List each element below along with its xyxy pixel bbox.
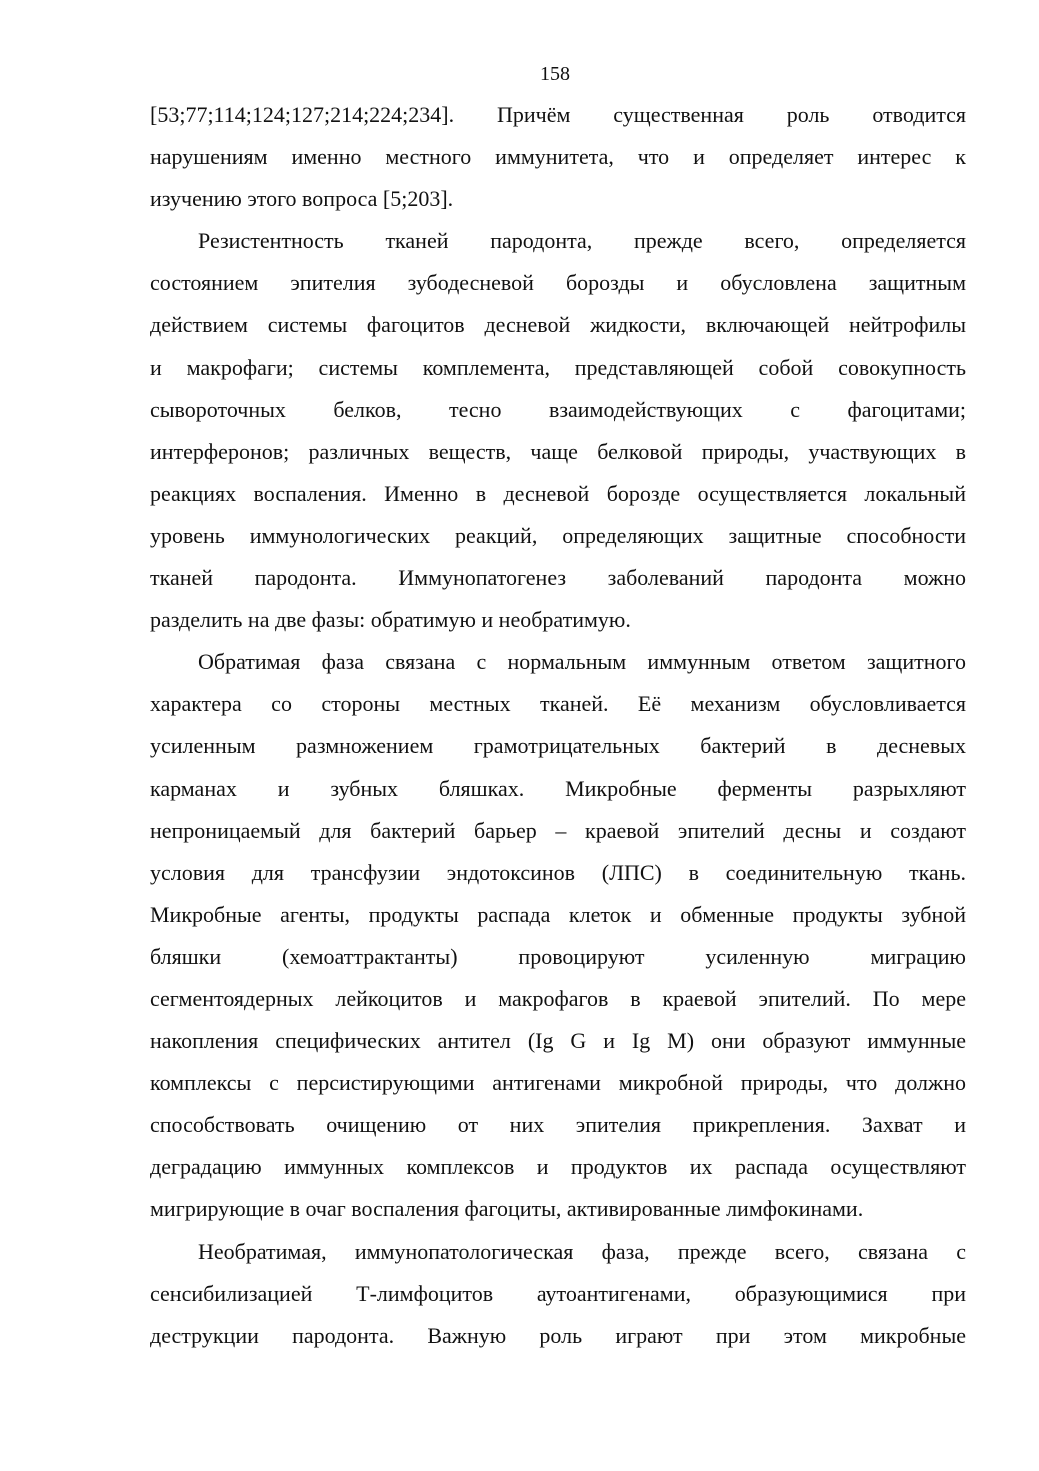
text-line: усиленным размножением грамотрицательных бактерий в десневых [150, 733, 966, 759]
text-line: сенсибилизацией Т-лимфоцитов аутоантигенами, образующимися при [150, 1280, 966, 1306]
text-line: Микробные агенты, продукты распада клеток и обменные продукты зубной [150, 901, 966, 927]
text-line: характера со стороны местных тканей. Её механизм обусловливается [150, 691, 966, 717]
text-line: Необратимая, иммунопатологическая фаза, прежде всего, связана с [198, 1238, 966, 1264]
text-line: непроницаемый для бактерий барьер – краевой эпителий десны и создают [150, 817, 966, 843]
text-line: действием системы фагоцитов десневой жидкости, включающей нейтрофилы [150, 312, 966, 338]
paragraph-3 [150, 641, 966, 1230]
text-line: деградацию иммунных комплексов и продуктов их распада осуществляют [150, 1154, 966, 1180]
paragraph-1 [150, 94, 966, 220]
text-line: деструкции пародонта. Важную роль играют при этом микробные [150, 1322, 966, 1348]
paragraph-4 [150, 1231, 966, 1357]
text-line: и макрофаги; системы комплемента, представляющей собой совокупность [150, 354, 966, 380]
text-line: условия для трансфузии эндотоксинов (ЛПС) в соединительную ткань. [150, 859, 966, 885]
text-line: уровень иммунологических реакций, определяющих защитные способности [150, 522, 966, 548]
text-line: карманах и зубных бляшках. Микробные ферменты разрыхляют [150, 775, 966, 801]
text-line: бляшки (хемоаттрактанты) провоцируют усиленную миграцию [150, 943, 966, 969]
text-line: комплексы с персистирующими антигенами микробной природы, что должно [150, 1070, 966, 1096]
text-line: нарушениям именно местного иммунитета, что и определяет интерес к [150, 144, 966, 170]
text-line: изучению этого вопроса [5;203]. [150, 186, 454, 212]
text-line: состоянием эпителия зубодесневой борозды и обусловлена защитным [150, 270, 966, 296]
text-line: Обратимая фаза связана с нормальным иммунным ответом защитного [198, 649, 966, 675]
text-line: сегментоядерных лейкоцитов и макрофагов в краевой эпителий. По мере [150, 985, 966, 1011]
text-line: [53;77;114;124;127;214;224;234]. Причём существенная роль отводится [150, 102, 966, 127]
document-body [150, 94, 966, 1357]
text-line: способствовать очищению от них эпителия прикрепления. Захват и [150, 1112, 966, 1138]
text-line: реакциях воспаления. Именно в десневой борозде осуществляется локальный [150, 480, 966, 506]
text-line: накопления специфических антител (Ig G и Ig M) они образуют иммунные [150, 1028, 966, 1054]
text-line: разделить на две фазы: обратимую и необратимую. [150, 607, 631, 633]
text-line: мигрирующие в очаг воспаления фагоциты, активированные лимфокинами. [150, 1196, 864, 1222]
text-line: интерферонов; различных веществ, чаще белковой природы, участвующих в [150, 438, 966, 464]
text-line: Резистентность тканей пародонта, прежде всего, определяется [198, 228, 966, 254]
text-line: тканей пародонта. Иммунопатогенез заболеваний пародонта можно [150, 565, 966, 591]
page-number: 158 [540, 63, 570, 85]
paragraph-2 [150, 220, 966, 641]
text-line: сывороточных белков, тесно взаимодействующих с фагоцитами; [150, 396, 966, 422]
